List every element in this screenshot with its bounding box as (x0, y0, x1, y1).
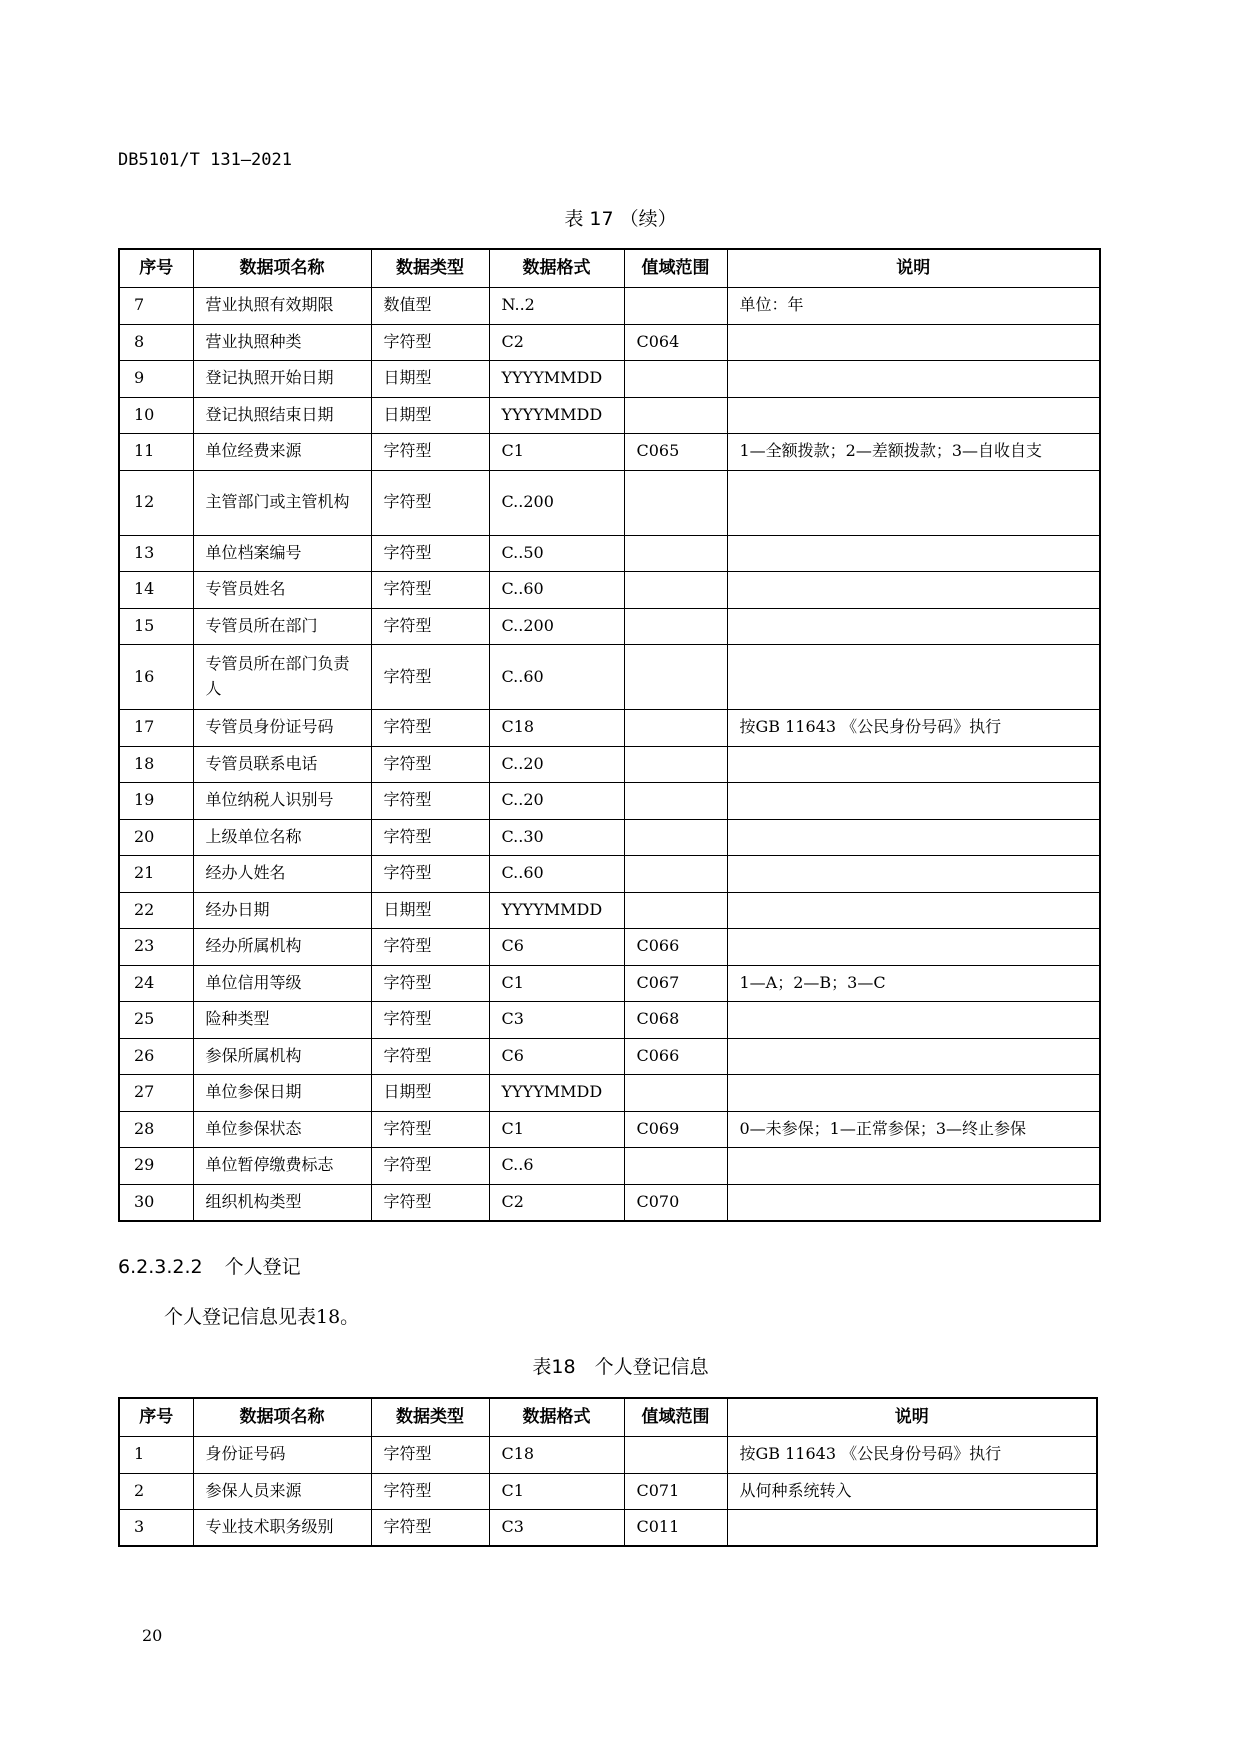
table-cell (624, 1148, 727, 1185)
table-cell: C..20 (489, 783, 624, 820)
table-cell (624, 1437, 727, 1474)
table-cell: 参保人员来源 (193, 1473, 371, 1510)
table-cell: C2 (489, 1184, 624, 1221)
table-cell: C..60 (489, 645, 624, 710)
table-cell: C..60 (489, 856, 624, 893)
table-cell: C..30 (489, 819, 624, 856)
section-number: 6.2.3.2.2 (118, 1256, 203, 1278)
table-cell: 3 (119, 1510, 193, 1547)
table-cell (727, 608, 1100, 645)
table-row (119, 572, 1100, 609)
table-cell: 14 (119, 572, 193, 609)
table-cell: 单位参保日期 (193, 1075, 371, 1112)
header-cell: 值域范围 (624, 249, 727, 288)
table-cell: 字符型 (371, 1184, 489, 1221)
header-cell: 数据格式 (489, 1398, 624, 1437)
table-cell: 专管员联系电话 (193, 746, 371, 783)
table-cell (624, 397, 727, 434)
table-cell: 主管部门或主管机构 (193, 470, 371, 535)
table-cell: 7 (119, 288, 193, 325)
table-cell (624, 710, 727, 747)
table-row (119, 856, 1100, 893)
table-cell: 字符型 (371, 645, 489, 710)
table-cell: 按GB 11643 《公民身份号码》执行 (727, 1437, 1097, 1474)
table-17-body (119, 288, 1100, 1221)
table-17 (118, 248, 1101, 1222)
table-cell: C3 (489, 1002, 624, 1039)
table-row (119, 710, 1100, 747)
table-cell: 字符型 (371, 965, 489, 1002)
table-cell (624, 288, 727, 325)
table-cell: C1 (489, 434, 624, 471)
table-cell: C071 (624, 1473, 727, 1510)
table-cell: C064 (624, 324, 727, 361)
document-code: DB5101/T 131—2021 (118, 150, 292, 170)
table-cell: YYYYMMDD (489, 361, 624, 398)
table-cell: 30 (119, 1184, 193, 1221)
table-cell (624, 645, 727, 710)
table-cell: 16 (119, 645, 193, 710)
table-row (119, 645, 1100, 710)
table-cell: 字符型 (371, 434, 489, 471)
table-cell: 25 (119, 1002, 193, 1039)
table-cell (727, 1002, 1100, 1039)
table-cell (727, 929, 1100, 966)
table-cell (727, 535, 1100, 572)
table-cell: C6 (489, 1038, 624, 1075)
table-cell: 经办日期 (193, 892, 371, 929)
table-cell: C..20 (489, 746, 624, 783)
table-18-body (119, 1437, 1097, 1547)
table-row (119, 965, 1100, 1002)
table-cell: 1—A；2—B；3—C (727, 965, 1100, 1002)
table-cell (624, 856, 727, 893)
table-cell (727, 1148, 1100, 1185)
header-cell: 数据项名称 (193, 1398, 371, 1437)
table-cell: C..200 (489, 608, 624, 645)
table-cell: 字符型 (371, 1473, 489, 1510)
table-row (119, 361, 1100, 398)
header-cell: 序号 (119, 1398, 193, 1437)
table-cell: C3 (489, 1510, 624, 1547)
table-cell: 经办所属机构 (193, 929, 371, 966)
table-cell: 13 (119, 535, 193, 572)
table-cell: 数值型 (371, 288, 489, 325)
table-cell: 从何种系统转入 (727, 1473, 1097, 1510)
table-cell (727, 819, 1100, 856)
table-cell: 单位暂停缴费标志 (193, 1148, 371, 1185)
table-cell (727, 1038, 1100, 1075)
table-row (119, 397, 1100, 434)
table-cell: N..2 (489, 288, 624, 325)
table-cell (727, 324, 1100, 361)
table-cell: 8 (119, 324, 193, 361)
table-cell: 29 (119, 1148, 193, 1185)
table-cell: 15 (119, 608, 193, 645)
table-cell: C070 (624, 1184, 727, 1221)
table-cell (727, 572, 1100, 609)
table-cell: 专管员所在部门负责人 (193, 645, 371, 710)
table-cell: 字符型 (371, 1038, 489, 1075)
table-row (119, 1510, 1097, 1547)
table-cell: 字符型 (371, 535, 489, 572)
table-cell: 单位信用等级 (193, 965, 371, 1002)
table-row (119, 1437, 1097, 1474)
table-row (119, 324, 1100, 361)
table-cell: 组织机构类型 (193, 1184, 371, 1221)
table-cell: 24 (119, 965, 193, 1002)
table-cell: C068 (624, 1002, 727, 1039)
table-cell: C011 (624, 1510, 727, 1547)
table-cell: 字符型 (371, 856, 489, 893)
table-row (119, 746, 1100, 783)
table-cell: 21 (119, 856, 193, 893)
table-cell (624, 608, 727, 645)
table-header-row (119, 1398, 1097, 1437)
table-cell: 字符型 (371, 783, 489, 820)
table-cell: 18 (119, 746, 193, 783)
table-cell (727, 892, 1100, 929)
table-cell: C2 (489, 324, 624, 361)
table-cell: YYYYMMDD (489, 1075, 624, 1112)
table-cell (727, 645, 1100, 710)
table-cell: 日期型 (371, 361, 489, 398)
table-cell: 日期型 (371, 397, 489, 434)
table-cell: 单位档案编号 (193, 535, 371, 572)
table-cell: C6 (489, 929, 624, 966)
table-cell: 26 (119, 1038, 193, 1075)
table-cell: 1 (119, 1437, 193, 1474)
header-cell: 数据项名称 (193, 249, 371, 288)
header-cell: 数据类型 (371, 1398, 489, 1437)
table-cell: 字符型 (371, 324, 489, 361)
table-cell (727, 856, 1100, 893)
table-cell: 字符型 (371, 746, 489, 783)
table-18-caption: 表18 个人登记信息 (532, 1356, 709, 1378)
table-cell (624, 470, 727, 535)
header-cell: 说明 (727, 249, 1100, 288)
table-cell (624, 783, 727, 820)
table-cell: C..200 (489, 470, 624, 535)
table-cell (727, 1184, 1100, 1221)
table-cell (727, 470, 1100, 535)
table-header-row (119, 249, 1100, 288)
table-cell (727, 361, 1100, 398)
table-cell: C066 (624, 1038, 727, 1075)
table-cell: 营业执照种类 (193, 324, 371, 361)
table-row (119, 1002, 1100, 1039)
table-cell: C1 (489, 1473, 624, 1510)
table-cell: 12 (119, 470, 193, 535)
table-cell (624, 535, 727, 572)
table-cell: 登记执照开始日期 (193, 361, 371, 398)
table-row (119, 1075, 1100, 1112)
table-cell: 字符型 (371, 608, 489, 645)
table-cell: 2 (119, 1473, 193, 1510)
table-cell (624, 746, 727, 783)
table-cell: 上级单位名称 (193, 819, 371, 856)
table-cell: 27 (119, 1075, 193, 1112)
table-cell: 字符型 (371, 1148, 489, 1185)
table-cell: 字符型 (371, 929, 489, 966)
table-row (119, 535, 1100, 572)
table-cell: 1—全额拨款；2—差额拨款；3—自收自支 (727, 434, 1100, 471)
table-cell (624, 892, 727, 929)
table-cell: C066 (624, 929, 727, 966)
table-row (119, 1184, 1100, 1221)
table-cell: 字符型 (371, 470, 489, 535)
section-heading (118, 1252, 301, 1279)
table-cell: 17 (119, 710, 193, 747)
table-cell: 身份证号码 (193, 1437, 371, 1474)
header-cell: 值域范围 (624, 1398, 727, 1437)
table-row (119, 929, 1100, 966)
table-cell: 字符型 (371, 819, 489, 856)
table-cell: C18 (489, 1437, 624, 1474)
table-cell (727, 397, 1100, 434)
table-cell (727, 746, 1100, 783)
table-cell: 参保所属机构 (193, 1038, 371, 1075)
table-row (119, 819, 1100, 856)
table-cell: 险种类型 (193, 1002, 371, 1039)
page-number: 20 (142, 1626, 163, 1645)
table-cell: C..6 (489, 1148, 624, 1185)
table-cell: 专管员姓名 (193, 572, 371, 609)
table-cell: 9 (119, 361, 193, 398)
table-cell: 单位参保状态 (193, 1111, 371, 1148)
table-row (119, 608, 1100, 645)
header-cell: 说明 (727, 1398, 1097, 1437)
table-cell: 字符型 (371, 1111, 489, 1148)
table-cell: 字符型 (371, 1437, 489, 1474)
body-paragraph: 个人登记信息见表18。 (164, 1306, 360, 1328)
table-cell: 单位经费来源 (193, 434, 371, 471)
table-cell: 登记执照结束日期 (193, 397, 371, 434)
table-cell (727, 783, 1100, 820)
table-cell (624, 572, 727, 609)
table-cell: 20 (119, 819, 193, 856)
table-cell: 经办人姓名 (193, 856, 371, 893)
table-row (119, 1111, 1100, 1148)
table-cell: 字符型 (371, 1510, 489, 1547)
table-cell: YYYYMMDD (489, 892, 624, 929)
table-cell: 11 (119, 434, 193, 471)
table-cell: 23 (119, 929, 193, 966)
table-cell: 10 (119, 397, 193, 434)
table-cell: C..60 (489, 572, 624, 609)
table-cell: 专管员身份证号码 (193, 710, 371, 747)
table-row (119, 434, 1100, 471)
table-cell: 字符型 (371, 572, 489, 609)
section-title: 个人登记 (224, 1256, 301, 1278)
table-row (119, 288, 1100, 325)
table-cell (624, 361, 727, 398)
table-row (119, 892, 1100, 929)
table-cell: 营业执照有效期限 (193, 288, 371, 325)
table-cell: C18 (489, 710, 624, 747)
table-cell: 22 (119, 892, 193, 929)
header-cell: 数据类型 (371, 249, 489, 288)
table-cell: 19 (119, 783, 193, 820)
table-cell: C1 (489, 965, 624, 1002)
table-cell: 单位：年 (727, 288, 1100, 325)
table-cell (624, 819, 727, 856)
table-row (119, 1148, 1100, 1185)
header-cell: 数据格式 (489, 249, 624, 288)
table-cell: 字符型 (371, 1002, 489, 1039)
table-cell: 单位纳税人识别号 (193, 783, 371, 820)
table-cell: C..50 (489, 535, 624, 572)
table-row (119, 470, 1100, 535)
header-cell: 序号 (119, 249, 193, 288)
table-cell: 日期型 (371, 1075, 489, 1112)
table-row (119, 1473, 1097, 1510)
table-cell: C065 (624, 434, 727, 471)
table-cell: 日期型 (371, 892, 489, 929)
table-cell: 按GB 11643 《公民身份号码》执行 (727, 710, 1100, 747)
table-cell (624, 1075, 727, 1112)
table-cell: YYYYMMDD (489, 397, 624, 434)
table-18 (118, 1397, 1098, 1547)
table-cell: 28 (119, 1111, 193, 1148)
table-cell: C1 (489, 1111, 624, 1148)
table-cell (727, 1075, 1100, 1112)
table-cell: 0—未参保；1—正常参保；3—终止参保 (727, 1111, 1100, 1148)
table-cell: C067 (624, 965, 727, 1002)
table-cell (727, 1510, 1097, 1547)
table-row (119, 783, 1100, 820)
table-17-caption: 表 17 （续） (564, 208, 677, 230)
table-cell: C069 (624, 1111, 727, 1148)
table-cell: 专管员所在部门 (193, 608, 371, 645)
table-cell: 专业技术职务级别 (193, 1510, 371, 1547)
table-row (119, 1038, 1100, 1075)
table-cell: 字符型 (371, 710, 489, 747)
